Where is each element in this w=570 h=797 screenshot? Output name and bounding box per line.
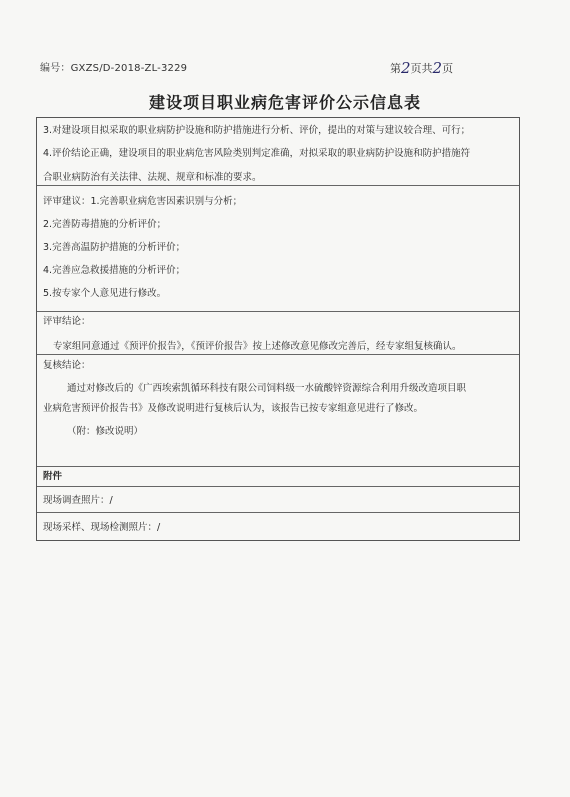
attachments-heading: 附件 [43, 471, 63, 482]
review-conclusion-text: 专家组同意通过《预评价报告》，《预评价报告》按上述修改意见修改完善后，经专家组复核确认。 [53, 341, 462, 352]
conclusion-line-4: 4.评价结论正确，建设项目的职业病危害风险类别判定准确，对拟采取的职业病防护设施和防护措施符 [43, 148, 471, 159]
recheck-conclusion-text-cont: 业病危害预评价报告书》及修改说明进行复核后认为，该报告已按专家组意见进行了修改。 [43, 403, 424, 414]
review-conclusion-heading: 评审结论： [43, 316, 91, 327]
page-mid: 页共 [410, 62, 433, 75]
page-total: 2 [432, 59, 443, 77]
review-suggestions-section [37, 195, 519, 312]
recheck-conclusion-text: 通过对修改后的《广西埃索凯循环科技有限公司饲料级一水硫酸锌资源综合利用升级改造项目职 [67, 383, 467, 394]
site-sampling-photos: 现场采样、现场检测照片：/ [43, 522, 161, 533]
page-suffix: 页 [442, 62, 454, 75]
review-conclusion-section [37, 312, 519, 355]
conclusion-line-3: 3.对建设项目拟采取的职业病防护设施和防护措施进行分析、评价，提出的对策与建议较合理、可行； [43, 125, 471, 136]
site-survey-photos-row [37, 487, 519, 513]
recheck-conclusion-section [37, 355, 519, 467]
review-suggestion-item: 4.完善应急救援措施的分析评价； [43, 265, 186, 276]
document-number: 编号：GXZS/D-2018-ZL-3229 [40, 63, 188, 74]
recheck-conclusion-heading: 复核结论： [43, 360, 91, 371]
review-suggestion-item: 3.完善高温防护措施的分析评价； [43, 242, 186, 253]
page-prefix: 第 [390, 62, 401, 75]
attachments-heading-row [37, 467, 519, 487]
page-number [390, 58, 453, 76]
site-sampling-photos-row [37, 513, 519, 540]
review-suggestion-item: 5.按专家个人意见进行修改。 [43, 288, 167, 299]
site-survey-photos: 现场调查照片：/ [43, 495, 113, 506]
info-table [36, 117, 520, 541]
page-current: 2 [401, 59, 411, 77]
conclusions-section [37, 118, 519, 186]
recheck-conclusion-note: （附：修改说明） [67, 426, 144, 437]
conclusion-line-4-cont: 合职业病防治有关法律、法规、规章和标准的要求。 [43, 172, 262, 183]
document-title: 建设项目职业病危害评价公示信息表 [148, 93, 421, 112]
review-suggestion-item: 2.完善防毒措施的分析评价； [43, 219, 167, 230]
review-suggestion-item: 评审建议：1.完善职业病危害因素识别与分析； [43, 196, 243, 207]
